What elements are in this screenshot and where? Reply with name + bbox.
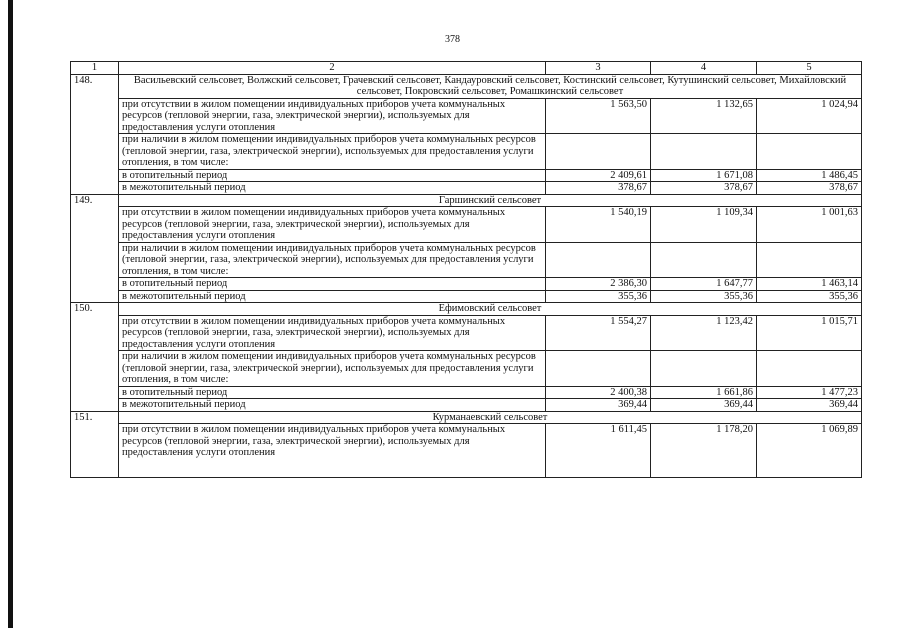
tariff-row — [71, 290, 862, 303]
column-header: 2 — [119, 62, 546, 75]
tariff-row — [71, 182, 862, 195]
tariff-table — [70, 61, 862, 478]
value-cell-3 — [546, 134, 651, 170]
value-cell-5 — [757, 351, 862, 387]
value-cell-4: 1 178,20 — [651, 424, 757, 478]
row-label: в межотопительный период — [119, 290, 546, 303]
row-label: при отсутствии в жилом помещении индивидуальных приборов учета коммунальных ресурсов (тепловой энергии, газа, электрической энергии), используемых для предоставления услуги отопления — [119, 207, 546, 243]
row-label: в межотопительный период — [119, 182, 546, 195]
section-number: 148. — [71, 74, 119, 194]
tariff-row — [71, 278, 862, 291]
section-region-name: Васильевский сельсовет, Волжский сельсовет, Грачевский сельсовет, Кандауровский сельсовет, Костинский сельсовет, Кутушинский сельсовет, Михайловский сельсовет, Покровский сельсовет, Ромашкинский сельсовет — [119, 74, 862, 98]
value-cell-5: 1 024,94 — [757, 98, 862, 134]
column-header: 3 — [546, 62, 651, 75]
value-cell-3: 378,67 — [546, 182, 651, 195]
value-cell-4: 1 109,34 — [651, 207, 757, 243]
value-cell-3 — [546, 351, 651, 387]
tariff-row — [71, 134, 862, 170]
column-header: 1 — [71, 62, 119, 75]
section-region-name: Курманаевский сельсовет — [119, 411, 862, 424]
value-cell-5: 1 001,63 — [757, 207, 862, 243]
section-number: 150. — [71, 303, 119, 412]
value-cell-5: 1 477,23 — [757, 386, 862, 399]
value-cell-3: 369,44 — [546, 399, 651, 412]
value-cell-4: 369,44 — [651, 399, 757, 412]
value-cell-5: 1 486,45 — [757, 169, 862, 182]
tariff-row — [71, 399, 862, 412]
value-cell-4 — [651, 351, 757, 387]
value-cell-3: 1 540,19 — [546, 207, 651, 243]
row-label: при отсутствии в жилом помещении индивидуальных приборов учета коммунальных ресурсов (тепловой энергии, газа, электрической энергии), используемых для предоставления услуги отопления — [119, 98, 546, 134]
row-label: при отсутствии в жилом помещении индивидуальных приборов учета коммунальных ресурсов (тепловой энергии, газа, электрической энергии), используемых для предоставления услуги отопления — [119, 424, 546, 478]
row-label: при отсутствии в жилом помещении индивидуальных приборов учета коммунальных ресурсов (тепловой энергии, газа, электрической энергии), используемых для предоставления услуги отопления — [119, 315, 546, 351]
value-cell-4: 1 671,08 — [651, 169, 757, 182]
section-number: 149. — [71, 194, 119, 303]
tariff-row — [71, 351, 862, 387]
value-cell-5: 355,36 — [757, 290, 862, 303]
value-cell-4: 1 661,86 — [651, 386, 757, 399]
value-cell-3: 2 400,38 — [546, 386, 651, 399]
value-cell-5: 369,44 — [757, 399, 862, 412]
scan-edge-bar — [8, 0, 13, 628]
value-cell-3: 2 386,30 — [546, 278, 651, 291]
section-region-name: Ефимовский сельсовет — [119, 303, 862, 316]
row-label: в отопительный период — [119, 278, 546, 291]
value-cell-3: 355,36 — [546, 290, 651, 303]
value-cell-4: 378,67 — [651, 182, 757, 195]
value-cell-4 — [651, 134, 757, 170]
tariff-row — [71, 424, 862, 478]
column-header-row — [71, 62, 862, 75]
section-number: 151. — [71, 411, 119, 478]
tariff-row — [71, 98, 862, 134]
value-cell-3: 1 611,45 — [546, 424, 651, 478]
value-cell-4: 1 647,77 — [651, 278, 757, 291]
section-header-row — [71, 74, 862, 98]
row-label: в межотопительный период — [119, 399, 546, 412]
column-header: 5 — [757, 62, 862, 75]
value-cell-4: 355,36 — [651, 290, 757, 303]
section-header-row — [71, 194, 862, 207]
column-header: 4 — [651, 62, 757, 75]
row-label: в отопительный период — [119, 386, 546, 399]
value-cell-5: 1 463,14 — [757, 278, 862, 291]
value-cell-5: 1 069,89 — [757, 424, 862, 478]
section-header-row — [71, 303, 862, 316]
tariff-row — [71, 169, 862, 182]
tariff-row — [71, 242, 862, 278]
row-label: при наличии в жилом помещении индивидуальных приборов учета коммунальных ресурсов (тепловой энергии, газа, электрической энергии), используемых для предоставления услуги отопления, в том числе: — [119, 134, 546, 170]
tariff-row — [71, 386, 862, 399]
value-cell-5 — [757, 134, 862, 170]
page-number: 378 — [445, 34, 460, 45]
value-cell-4 — [651, 242, 757, 278]
section-header-row — [71, 411, 862, 424]
row-label: при наличии в жилом помещении индивидуальных приборов учета коммунальных ресурсов (тепловой энергии, газа, электрической энергии), используемых для предоставления услуги отопления, в том числе: — [119, 242, 546, 278]
row-label: при наличии в жилом помещении индивидуальных приборов учета коммунальных ресурсов (тепловой энергии, газа, электрической энергии), используемых для предоставления услуги отопления, в том числе: — [119, 351, 546, 387]
value-cell-3: 1 563,50 — [546, 98, 651, 134]
value-cell-5 — [757, 242, 862, 278]
value-cell-4: 1 132,65 — [651, 98, 757, 134]
value-cell-3: 2 409,61 — [546, 169, 651, 182]
tariff-row — [71, 207, 862, 243]
tariff-row — [71, 315, 862, 351]
value-cell-4: 1 123,42 — [651, 315, 757, 351]
row-label: в отопительный период — [119, 169, 546, 182]
value-cell-5: 378,67 — [757, 182, 862, 195]
value-cell-5: 1 015,71 — [757, 315, 862, 351]
value-cell-3: 1 554,27 — [546, 315, 651, 351]
section-region-name: Гаршинский сельсовет — [119, 194, 862, 207]
value-cell-3 — [546, 242, 651, 278]
